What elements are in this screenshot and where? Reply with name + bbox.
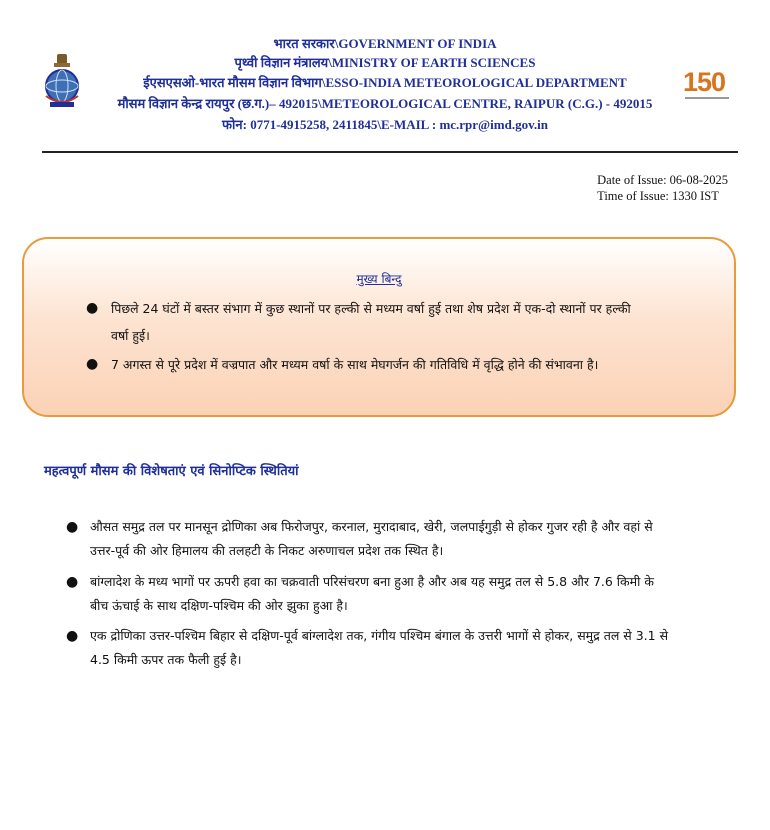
key-point-1-line1: पिछले 24 घंटों में बस्तर संभाग में कुछ स्थानों पर हल्की से मध्यम वर्षा हुई तथा शेष प्रदेश में एक-दो स्थानों पर हल्की	[111, 301, 631, 316]
key-point-1-line2: वर्षा हुई।	[111, 328, 150, 343]
letterhead	[0, 30, 770, 135]
issue-info	[597, 172, 728, 204]
bullet-icon: ●	[86, 356, 99, 372]
bullet-icon: ●	[86, 300, 99, 316]
synoptic-1-line2: उत्तर-पूर्व की ओर हिमालय की तलहटी के निकट अरुणाचल प्रदेश तक स्थित है।	[90, 543, 444, 558]
bullet-icon: ●	[66, 519, 79, 535]
header-line-centre: मौसम विज्ञान केन्द्र रायपुर (छ.ग.)– 492015\METEOROLOGICAL CENTRE, RAIPUR (C.G.) - 492015	[117, 96, 653, 111]
bullet-icon: ●	[66, 574, 79, 590]
header-line-department: ईएसएसओ-भारत मौसम विज्ञान विभाग\ESSO-INDIA METEOROLOGICAL DEPARTMENT	[143, 75, 627, 90]
header-line-contact: फोन: 0771-4915258, 2411845\E-MAIL : mc.rpr@imd.gov.in	[222, 117, 548, 132]
issue-date: Date of Issue: 06-08-2025	[597, 173, 728, 187]
synoptic-3-line2: 4.5 किमी ऊपर तक फैली हुई है।	[90, 652, 242, 667]
imd-emblem-icon	[40, 52, 84, 110]
anniversary-caption-icon	[683, 96, 739, 104]
synoptic-2-line1: बांग्लादेश के मध्य भागों पर ऊपरी हवा का चक्रवाती परिसंचरण बना हुआ है और अब यह समुद्र तल से 5.8 और 7.6 किमी के	[90, 574, 654, 589]
synoptic-3-line1: एक द्रोणिका उत्तर-पश्चिम बिहार से दक्षिण-पूर्व बांग्लादेश तक, गंगीय पश्चिम बंगाल के उत्तरी भागों से होकर, समुद्र तल से 3.1 से	[90, 628, 669, 643]
key-points-box	[22, 237, 736, 417]
key-points-title: मुख्य बिन्दु	[356, 272, 402, 286]
imd-150-years-logo	[683, 68, 739, 108]
issue-time: Time of Issue: 1330 IST	[597, 189, 719, 203]
synoptic-section-title: महत्वपूर्ण मौसम की विशेषताएं एवं सिनोप्टिक स्थितियां	[44, 464, 299, 479]
key-point-2-line1: 7 अगस्त से पूरे प्रदेश में वज्रपात और मध्यम वर्षा के साथ मेघगर्जन की गतिविधि में वृद्धि होने की संभावना है।	[111, 357, 599, 372]
header-divider	[42, 151, 738, 153]
synoptic-1-line1: औसत समुद्र तल पर मानसून द्रोणिका अब फिरोजपुर, करनाल, मुरादाबाद, खेरी, जलपाईगुड़ी से होकर गुजर रही है और वहां से	[90, 519, 653, 534]
anniversary-number: 150	[683, 67, 726, 97]
bullet-icon: ●	[66, 628, 79, 644]
synoptic-2-line2: बीच ऊंचाई के साथ दक्षिण-पश्चिम की ओर झुका हुआ है।	[90, 598, 348, 613]
header-line-government: भारत सरकार\GOVERNMENT OF INDIA	[273, 36, 497, 51]
header-line-ministry: पृथ्वी विज्ञान मंत्रालय\MINISTRY OF EARTH SCIENCES	[234, 55, 536, 70]
